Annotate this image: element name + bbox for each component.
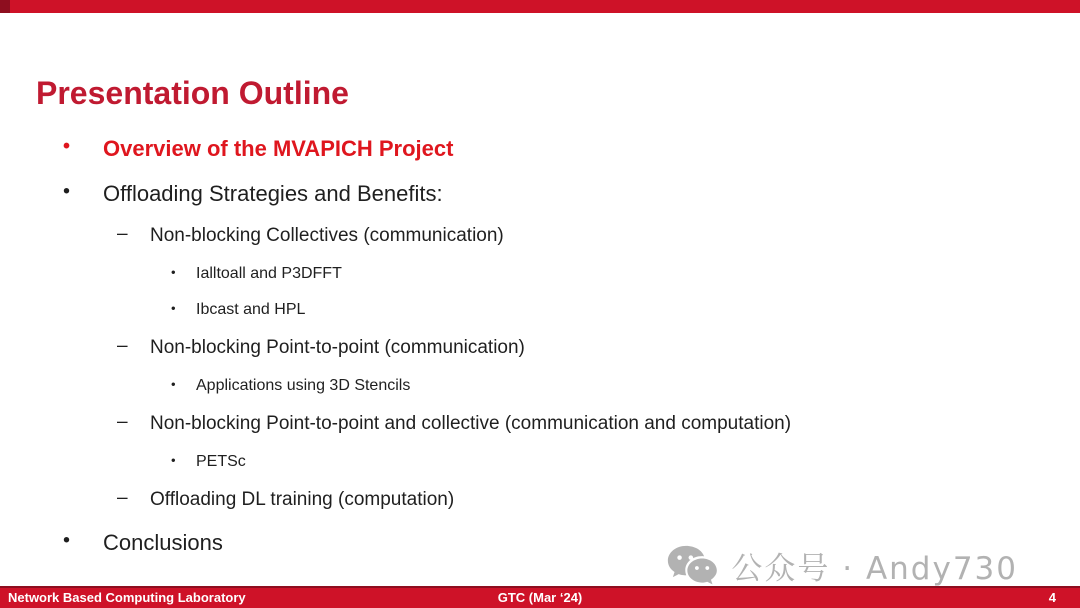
bullet-icon: •	[63, 529, 71, 552]
outline-item-label: Ibcast and HPL	[196, 301, 306, 318]
outline-item	[0, 404, 1080, 444]
outline-item-label: Ialltoall and P3DFFT	[196, 265, 342, 282]
bullet-icon: •	[63, 180, 71, 203]
watermark-text: 公众号 · Andy730	[731, 550, 1018, 587]
page-number: 4	[1048, 590, 1056, 605]
wechat-icon	[667, 544, 719, 586]
bullet-icon: •	[171, 300, 176, 316]
outline-item-label: Conclusions	[103, 530, 223, 555]
outline-item-label: Offloading Strategies and Benefits:	[103, 181, 443, 206]
outline-item-label: Applications using 3D Stencils	[196, 377, 411, 394]
bullet-icon: •	[63, 135, 71, 158]
outline-item	[0, 216, 1080, 256]
dash-icon: –	[117, 411, 128, 433]
footer-lab-name: Network Based Computing Laboratory	[8, 590, 246, 605]
top-bar-accent	[0, 0, 10, 13]
outline-list	[0, 126, 1080, 565]
footer-event-name: GTC (Mar ‘24)	[497, 590, 583, 605]
dash-icon: –	[117, 487, 128, 509]
footer-bar	[0, 588, 1080, 608]
outline-item	[0, 256, 1080, 292]
outline-item-label: Non-blocking Point-to-point (communication)	[150, 337, 525, 358]
slide-top-bar	[0, 0, 1080, 13]
bullet-icon: •	[171, 376, 176, 392]
outline-item-label: Non-blocking Collectives (communication)	[150, 225, 504, 246]
outline-item	[0, 328, 1080, 368]
outline-item	[0, 126, 1080, 171]
dash-icon: –	[117, 335, 128, 357]
outline-item	[0, 444, 1080, 480]
outline-item	[0, 480, 1080, 520]
bullet-icon: •	[171, 452, 176, 468]
outline-item-label: Overview of the MVAPICH Project	[103, 136, 454, 161]
outline-item-label: Offloading DL training (computation)	[150, 489, 455, 510]
outline-item	[0, 368, 1080, 404]
dash-icon: –	[117, 223, 128, 245]
watermark	[667, 543, 1018, 587]
outline-item	[0, 171, 1080, 216]
outline-item-label: Non-blocking Point-to-point and collective (communication and computation)	[150, 413, 792, 434]
bullet-icon: •	[171, 264, 176, 280]
outline-item	[0, 292, 1080, 328]
outline-item-label: PETSc	[196, 453, 246, 470]
page-title: Presentation Outline	[36, 75, 349, 112]
